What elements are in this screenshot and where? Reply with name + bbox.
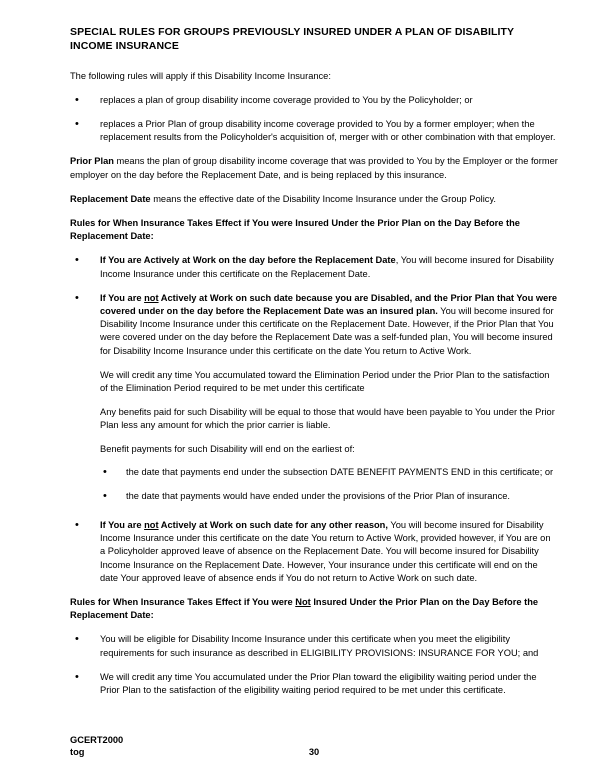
list-item [70, 519, 558, 585]
sub-paragraph-elimination-credit: We will credit any time You accumulated toward the Elimination Period under the Prior Plan to the satisfaction of the Elimination Period required to be met under this certificate [100, 369, 550, 393]
definition-term: Prior Plan [70, 156, 114, 167]
list-item: • replaces a Prior Plan of group disability income coverage provided to You by a former employer; when the replacement results from the Policyholder's acquisition of, merger with or other combination with that employer. [70, 118, 558, 144]
bullet-bold-tail: Actively at Work on such date because you are Disabled, and the Prior Plan that You were covered under on the day before the Replacement Date was an insured plan. [100, 292, 558, 316]
bullet-bold-underline: not [144, 292, 159, 303]
intro-paragraph: The following rules will apply if this Disability Income Insurance: [70, 70, 331, 81]
definition-replacement-date [70, 193, 558, 206]
footer-row-suffix [70, 746, 558, 758]
section-1-bullet-list-continued [70, 519, 558, 585]
bullet-bold-lead: If You are Actively at Work on the day before the Replacement Date [100, 255, 396, 266]
bullet-text: You will become insured for Disability Income Insurance under this certificate on the Replacement Date. However, if the Prior Plan that You were covered under on the day before the Replacement Date was a self-funded plan, You will become insured for Disability Income Insurance under this certificate on the date You return to Active Work. [100, 305, 554, 356]
section-1-sub-block [100, 369, 558, 457]
definition-text: means the effective date of the Disability Income Insurance under the Group Policy. [150, 193, 496, 204]
bullet-bold-lead: If You are [100, 520, 145, 531]
bullet-bold-underline: not [144, 520, 159, 531]
section-heading-not-insured-prior-plan [70, 596, 558, 622]
heading-part-end: Insured Under the Prior Plan on the Day Before the Replacement Date [70, 596, 539, 621]
section-1-bullet-list [70, 254, 558, 357]
footer-row-form-number [70, 734, 558, 746]
definition-term: Replacement Date [70, 193, 151, 204]
bullet-text: You will become insured for Disability Income Insurance under this certificate on the date You return to Active Work, provided however, if You are on a Policyholder approved leave of absence on the Replacement Date. You will become insured for Disability Income Insurance on the Replacement Date. However, Your insurance under this certificate will end on the date Your approved leave of absence ends if You do not return to Active Work on such date. [100, 520, 551, 583]
benefit-end-bullet-list [100, 466, 558, 503]
bullet-bold-lead: If You are [100, 292, 145, 303]
page-number: 30 [308, 746, 320, 757]
bullet-bold-tail: Actively at Work on such date for any other reason, [158, 520, 388, 531]
list-item: • the date that payments end under the subsection DATE BENEFIT PAYMENTS END in this certificate; or [100, 466, 558, 479]
page-title: SPECIAL RULES FOR GROUPS PREVIOUSLY INSURED UNDER A PLAN OF DISABILITY INCOME INSURANCE [70, 26, 514, 52]
heading-part-underline: Not [295, 596, 311, 607]
list-item [70, 292, 558, 358]
section-heading-insured-prior-plan: Rules for When Insurance Takes Effect if You were Insured Under the Prior Plan on the Day Before the Replacement Date: [70, 218, 520, 242]
sub-paragraph-benefit-amount: Any benefits paid for such Disability will be equal to those that would have been payable to You under the Prior Plan less any amount for which the prior carrier is liable. [100, 407, 555, 431]
definition-text: means the plan of group disability income coverage that was provided to You by the Employer or the former employer on the day before the Replacement Date, and is being replaced by this insurance. [70, 156, 558, 180]
intro-bullet-list [70, 94, 558, 145]
bullet-text: , You will become insured for Disability Income Insurance under this certificate on the Replacement Date. [100, 255, 554, 279]
section-2-bullet-list [70, 633, 558, 697]
definition-prior-plan [70, 155, 558, 181]
heading-colon: : [150, 610, 154, 621]
list-item: • You will be eligible for Disability Income Insurance under this certificate when you meet the eligibility requirements for such insurance as described in ELIGIBILITY PROVISIONS: INSURANCE FOR YOU; and [70, 633, 558, 659]
list-item: • replaces a plan of group disability income coverage provided to You by the Policyholder; or [70, 94, 558, 107]
form-number: GCERT2000 [70, 734, 124, 745]
form-suffix: tog [70, 746, 85, 757]
list-item [70, 254, 558, 280]
list-item: • the date that payments would have ended under the provisions of the Prior Plan of insurance. [100, 490, 558, 503]
page-footer [70, 734, 558, 758]
heading-part-start: Rules for When Insurance Takes Effect if You were [70, 596, 296, 607]
sub-paragraph-benefit-end-intro: Benefit payments for such Disability will end on the earliest of: [100, 444, 355, 455]
list-item: • We will credit any time You accumulated under the Prior Plan toward the eligibility waiting period under the Prior Plan to the satisfaction of the eligibility waiting period required to be met under this certificate. [70, 671, 558, 697]
